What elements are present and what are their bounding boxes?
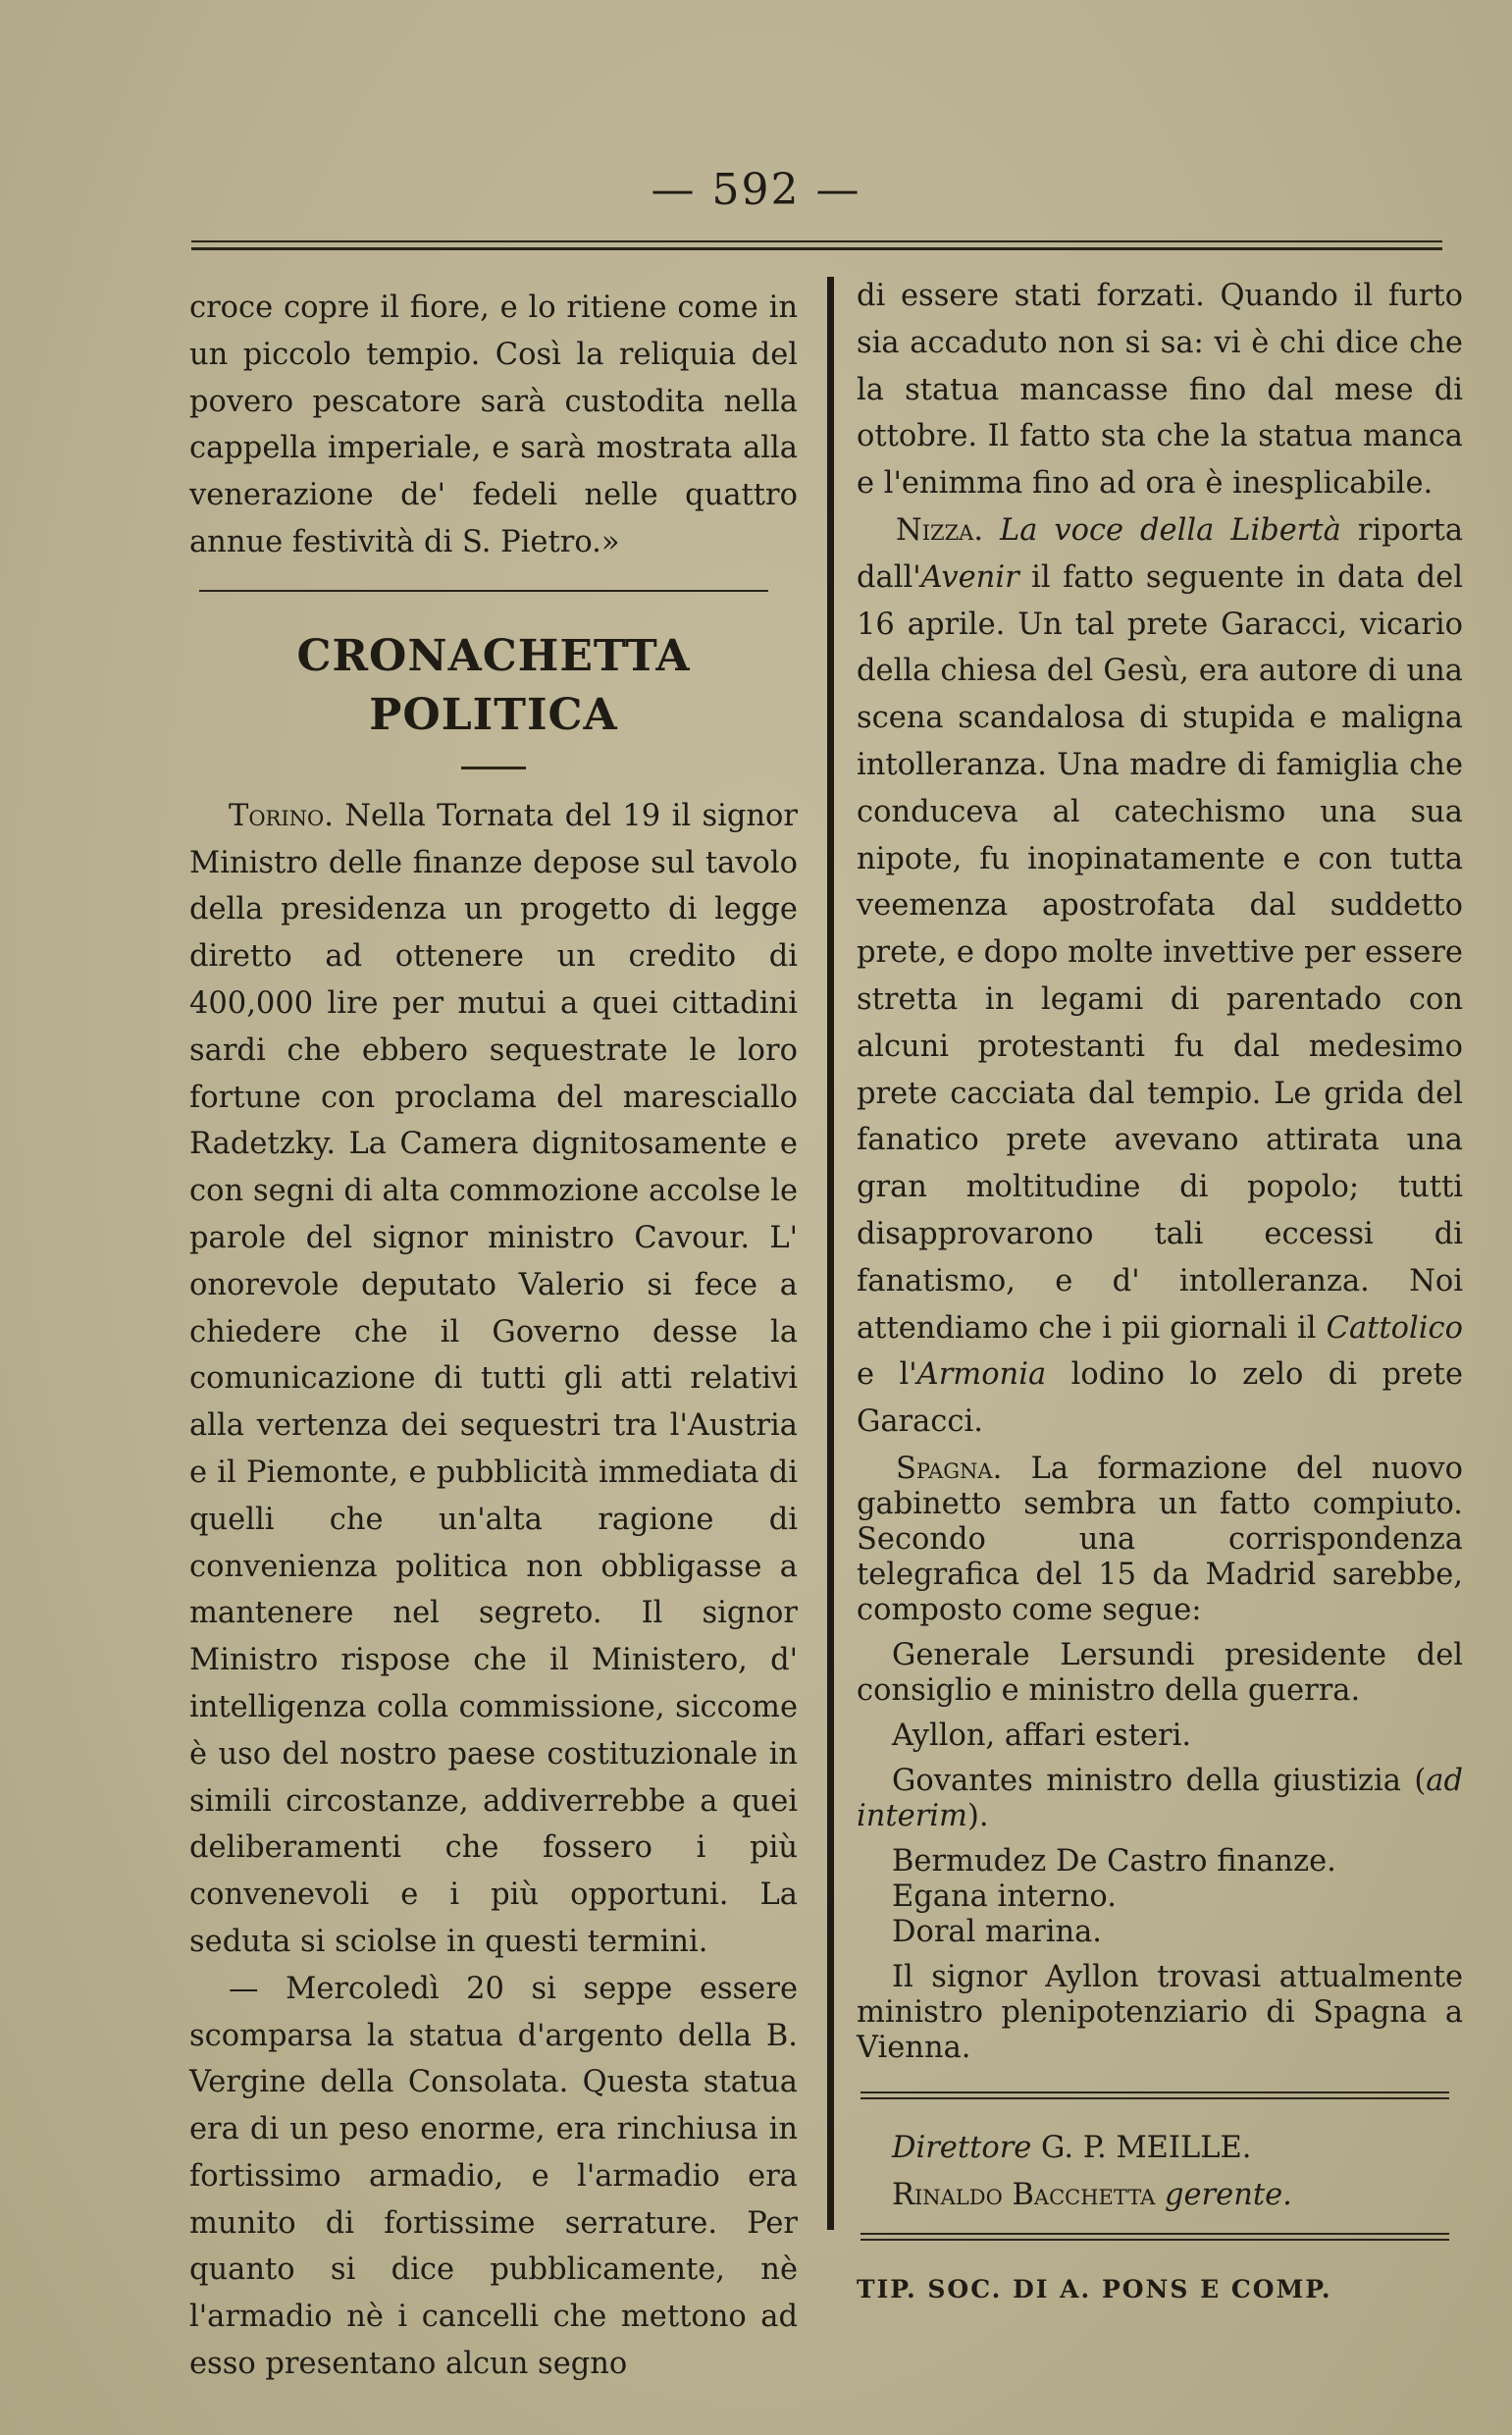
nizza-and: e l'	[857, 1357, 917, 1393]
director-role: Direttore	[892, 2130, 1032, 2165]
mercoledi-paragraph: — Mercoledì 20 si seppe essere scomparsa la statua d'argento della B. Vergine della Consolata. Questa statua era di un peso enorme, era rinchiusa in fortissimo armadio, e l'armadio era munito di fortissime serrature. Per quanto si dice pubblicamente, nè l'armadio nè i cancelli che mettono ad esso presentano alcun segno	[189, 1971, 798, 2382]
govantes-text: Govantes ministro della giustizia (	[892, 1763, 1427, 1798]
manager-name: Rinaldo Bacchetta	[892, 2177, 1156, 2212]
quoted-paper: La voce della Libertà	[999, 512, 1341, 548]
opening-paragraph: croce copre il fiore, e lo ritiene come in un piccolo tempio. Così la reliquia del povero pescatore sarà custodita nella cappella imperiale, e sarà mostrata alla venerazione de' fedeli nelle quattro annue festività di S. Pietro.»	[189, 291, 798, 559]
right-column	[857, 273, 1463, 2313]
minister-ayllon: Ayllon, affari esteri.	[892, 1718, 1192, 1753]
nizza-pre: .	[973, 512, 1000, 548]
nizza-place: Nizza	[896, 512, 974, 548]
nizza-paragraph	[857, 507, 1463, 1446]
spagna-paragraph	[857, 1452, 1463, 1628]
minister-bermudez: Bermudez De Castro finanze.	[892, 1843, 1336, 1879]
page-number: — 592 —	[651, 165, 861, 215]
credits-rule-bottom	[860, 2233, 1449, 2241]
spagna-place: Spagna	[896, 1451, 993, 1486]
header-rule	[191, 240, 1442, 250]
director-name: G. P. MEILLE.	[1031, 2130, 1252, 2165]
manager-credit	[857, 2172, 1463, 2219]
minister-govantes	[857, 1764, 1463, 1834]
title-underline	[461, 767, 526, 769]
torino-paragraph	[189, 793, 798, 1966]
paper-two: Armonia	[916, 1357, 1047, 1393]
manager-role: gerente.	[1164, 2177, 1292, 2212]
section-title: CRONACHETTA POLITICA	[296, 630, 691, 740]
source-paper: Avenir	[920, 559, 1019, 595]
credits-rule-top	[860, 2091, 1449, 2099]
director-credit	[857, 2125, 1463, 2172]
closing-note: Il signor Ayllon trovasi attualmente ministro plenipotenziario di Spagna a Vienna.	[857, 1959, 1463, 2065]
section-divider	[199, 590, 768, 592]
paper-one: Cattolico	[1326, 1310, 1463, 1346]
left-column	[189, 285, 798, 2388]
nizza-mid: riporta dall'	[857, 512, 1464, 595]
spagna-text: . La formazione del nuovo gabinetto sembra un fatto compiuto. Secondo una corrispondenza telegrafica del 15 da Madrid sarebbe, composto come segue:	[857, 1451, 1463, 1627]
govantes-close: ).	[966, 1798, 989, 1833]
column-divider	[827, 277, 834, 2230]
torino-place: Torino	[229, 798, 325, 833]
minister-doral: Doral marina.	[892, 1914, 1102, 1949]
printer-line: TIP. SOC. DI A. PONS E COMP.	[857, 2274, 1332, 2303]
govantes-interim: ad interim	[857, 1763, 1463, 1833]
nizza-end: lodino lo zelo di prete Garacci.	[857, 1357, 1463, 1440]
minister-lersundi: Generale Lersundi presidente del consiglio e ministro della guerra.	[857, 1637, 1463, 1708]
continuation-paragraph: di essere stati forzati. Quando il furto sia accaduto non si sa: vi è chi dice che la statua mancasse fino dal mese di ottobre. Il fatto sta che la statua manca e l'enimma fino ad ora è inesplicabile.	[857, 279, 1463, 502]
torino-text: . Nella Tornata del 19 il signor Ministro delle finanze depose sul tavolo della presidenza un progetto di legge diretto ad ottenere un credito di 400,000 lire per mutui a quei cittadini sardi che ebbero sequestrate le loro fortune con proclama del maresciallo Radetzky. La Camera dignitosamente e con segni di alta commozione accolse le parole del signor ministro Cavour. L' onorevole deputato Valerio si fece a chiedere che il Governo desse la comunicazione di tutti gli atti relativi alla vertenza dei sequestri tra l'Austria e il Piemonte, e pubblicità immediata di quelli che un'alta ragione di convenienza politica non obbligasse a mantenere nel segreto. Il signor Ministro rispose che il Ministero, d' intelligenza colla commissione, siccome è uso del nostro paese costituzionale in simili circostanze, addiverrebbe a quei deliberamenti che fossero i più convenevoli e i più opportuni. La seduta si sciolse in questi termini.	[189, 798, 798, 1959]
minister-egana: Egana interno.	[892, 1879, 1117, 1914]
nizza-body: il fatto seguente in data del 16 aprile. Un tal prete Garacci, vicario della chiesa del Gesù, era autore di una scena scandalosa di stupida e maligna intolleranza. Una madre di famiglia che conduceva al catechismo una sua nipote, fu inopinatamente e con tutta veemenza apostrofata dal suddetto prete, e dopo molte invettive per essere stretta in legami di parentado con alcuni protestanti fu dal medesimo prete cacciata dal tempio. Le grida del fanatico prete avevano attirata una gran moltitudine di popolo; tutti disapprovarono tali eccessi di fanatismo, e d' intolleranza. Noi attendiamo che i pii giornali il	[857, 559, 1463, 1346]
